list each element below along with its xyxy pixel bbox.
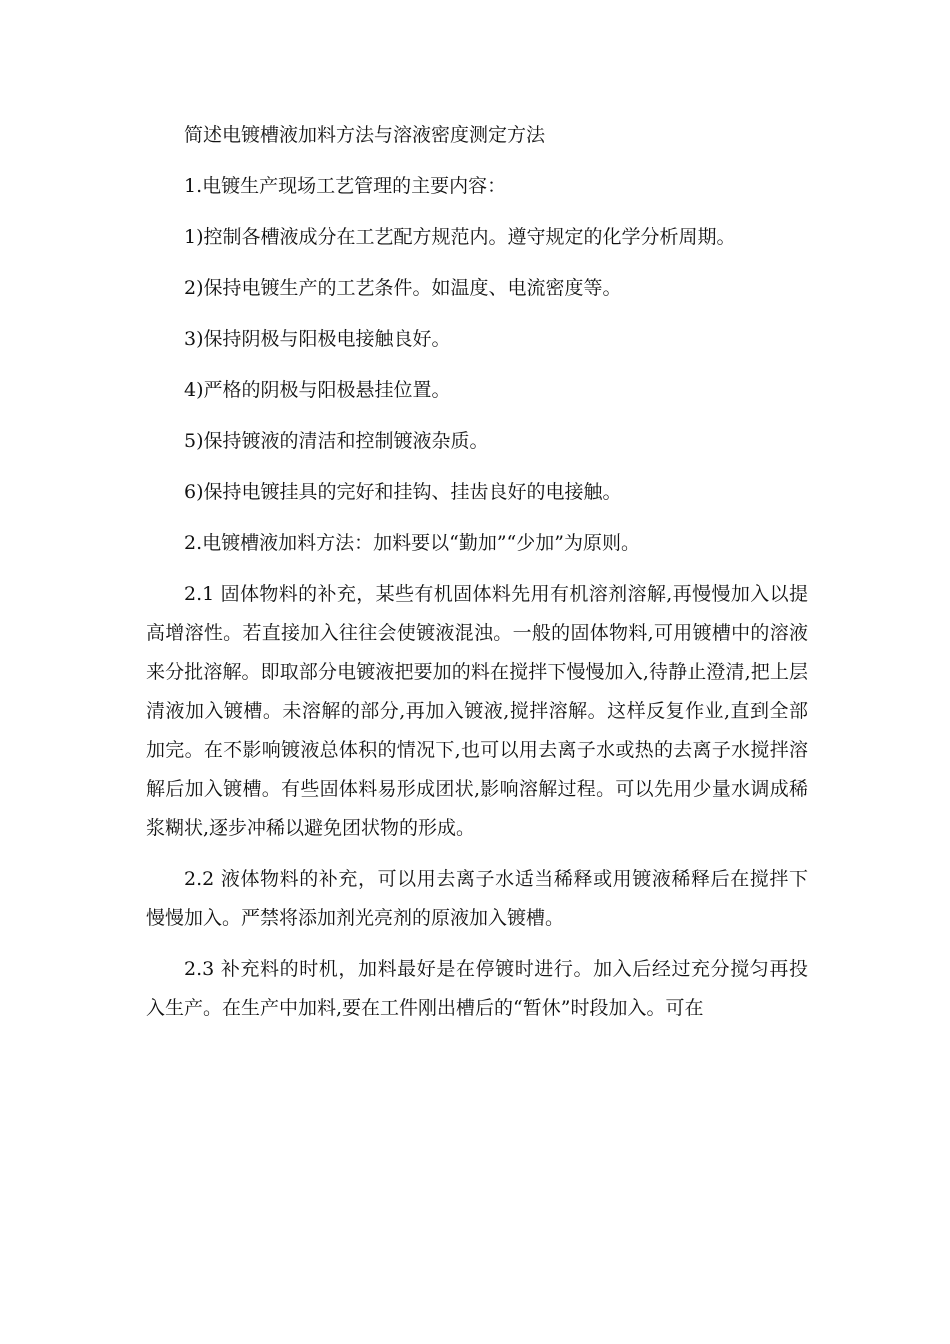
list-item: 2)保持电镀生产的工艺条件。如温度、电流密度等。 (184, 277, 622, 299)
section-heading-1: 1.电镀生产现场工艺管理的主要内容： (184, 175, 507, 197)
list-item: 3)保持阴极与阳极电接触良好。 (184, 328, 451, 350)
list-item: 6)保持电镀挂具的完好和挂钩、挂齿良好的电接触。 (184, 481, 622, 503)
document-body (146, 116, 808, 1040)
list-item: 5)保持镀液的清洁和控制镀液杂质。 (184, 430, 489, 452)
list-item: 1)控制各槽液成分在工艺配方规范内。遵守规定的化学分析周期。 (184, 226, 736, 248)
body-paragraph: 2.1 固体物料的补充，某些有机固体料先用有机溶剂溶解,再慢慢加入以提高增溶性。若直接加入往往会使镀液混浊。一般的固体物料,可用镀槽中的溶液来分批溶解。即取部分电镀液把要加的料在搅拌下慢慢加入,待静止澄清,把上层清液加入镀槽。未溶解的部分,再加入镀液,搅拌溶解。这样反复作业,直到全部加完。在不影响镀液总体积的情况下,也可以用去离子水或热的去离子水搅拌溶解后加入镀槽。有些固体料易形成团状,影响溶解过程。可以先用少量水调成稀浆糊状,逐步冲稀以避免团状物的形成。 (146, 583, 808, 839)
list-item: 4)严格的阴极与阳极悬挂位置。 (184, 379, 451, 401)
section-heading-2: 2.电镀槽液加料方法：加料要以“勤加”“少加”为原则。 (184, 532, 640, 554)
body-paragraph: 2.3 补充料的时机，加料最好是在停镀时进行。加入后经过充分搅匀再投入生产。在生产中加料,要在工件刚出槽后的“暂休”时段加入。可在 (146, 958, 808, 1019)
document-title: 简述电镀槽液加料方法与溶液密度测定方法 (184, 124, 546, 146)
body-paragraph: 2.2 液体物料的补充，可以用去离子水适当稀释或用镀液稀释后在搅拌下慢慢加入。严禁将添加剂光亮剂的原液加入镀槽。 (146, 868, 808, 929)
